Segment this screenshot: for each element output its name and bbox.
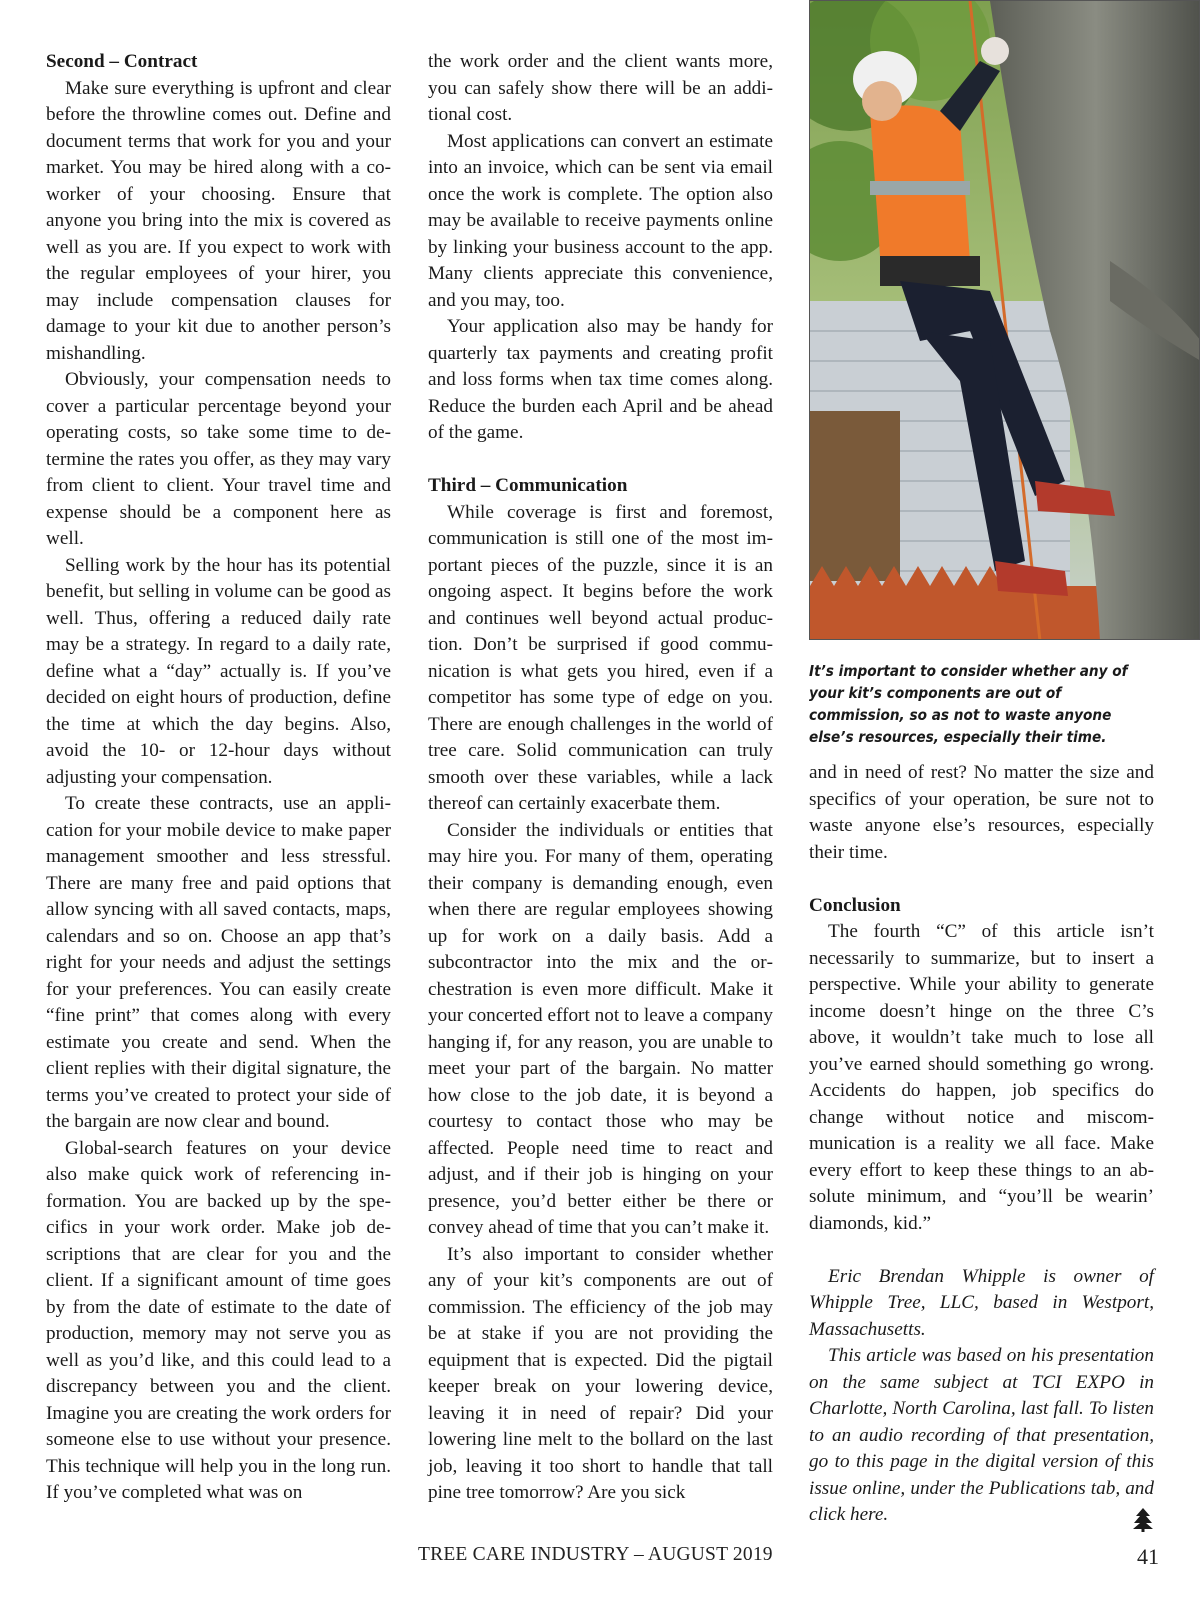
- publication-footer: TREE CARE INDUSTRY – AUGUST 2019: [418, 1544, 773, 1565]
- section-spacer: [428, 447, 773, 474]
- paragraph: Obviously, your compensation needs to cover a particular percentage beyond your operating costs, so take some time to determine the rates you offer, as they may vary from client to client. Your travel time and expense should be a component here as well.: [46, 369, 391, 549]
- section-heading-communication: Third – Communication: [428, 475, 628, 496]
- paragraph-continued: the work order and the client wants more, you can safely show there will be an additional cost.: [428, 51, 773, 125]
- article-column-2: [428, 49, 773, 1507]
- paragraph: Selling work by the hour has its potential benefit, but selling in volume can be good as well. Thus, offering a reduced daily rate may be a strategy. In regard to a daily rate, define what a “day” actually is. If you’ve decided on eight hours of production, define the time at which the day begins. Also, avoid the 10- or 12-hour days without adjusting your compensation.: [46, 554, 391, 788]
- paragraph: Consider the individuals or entities that may hire you. For many of them, operating their company is demanding enough, even when there are regular employees showing up for work on a daily basis. Add a subcontractor into the mix and the orchestration is even more difficult. Make it your concerted effort not to leave a company hanging if, for any reason, you are unable to meet your part of the bargain. No matter how close to the job date, it is beyond a courtesy to contact those who may be affected. People need time to react and adjust, and if their job is hinging on your presence, you’d better either be there or convey ahead of time that you can’t make it.: [428, 819, 773, 1238]
- photo-caption: It’s important to consider whether any of your kit’s components are out of commission, so as not to waste anyone else’s resources, especially their time.: [809, 662, 1128, 746]
- paragraph: Most applications can convert an estimate into an invoice, which can be sent via email once the work is complete. The option also may be available to receive payments online by linking your business account to the app. Many clients appreciate this convenience, and you may, too.: [428, 130, 773, 311]
- paragraph-continued: and in need of rest? No matter the size and specifics of your operation, be sure not to waste anyone else’s resources, especially their time.: [809, 762, 1154, 863]
- paragraph: While coverage is first and foremost, communication is still one of the most important pieces of the puzzle, since it is an ongoing aspect. It begins before the work and continues well beyond actual production. Don’t be surprised if good communication is what gets you hired, even if a competitor has some type of edge on you. There are enough challenges in the world of tree care. Solid communication can truly smooth over these variables, while a lack thereof can certainly exacerbate them.: [428, 501, 773, 814]
- paragraph: Make sure everything is upfront and clear before the throwline comes out. Define and document terms that work for you and your market. You may be hired along with a co-worker of your choosing. Ensure that anyone you bring into the mix is covered as well as you are. If you expect to work with the regular employees of your hirer, you may include compensation clauses for damage to your kit due to another person’s mishandling.: [46, 77, 391, 364]
- paragraph: To create these contracts, use an application for your mobile device to make paper management smoother and less stressful. There are many free and paid options that allow syncing with all saved contacts, maps, calendars and so on. Choose an app that’s right for your needs and adjust the settings for your preferences. You can easily create “fine print” that comes along with every estimate you create and send. When the client replies with their digital signature, the terms you’ve created to protect your side of the bargain are now clear and bound.: [46, 793, 391, 1132]
- article-column-3: [809, 760, 1154, 1529]
- bio-paragraph: This article was based on his presentation on the same subject at TCI EXPO in Charlotte, North Carolina, last fall. To listen to an audio recording of that presentation, go to this page in the digital version of this issue online, under the Publications tab, and click here.: [809, 1345, 1154, 1525]
- page-number: 41: [1137, 1544, 1159, 1569]
- section-spacer: [809, 1237, 1154, 1264]
- bio-paragraph: Eric Brendan Whipple is owner of Whipple Tree, LLC, based in Westport, Massachusetts.: [809, 1265, 1154, 1340]
- tree-icon: [1132, 1508, 1154, 1532]
- section-heading-conclusion: Conclusion: [809, 894, 901, 916]
- section-heading-contract: Second – Contract: [46, 51, 198, 72]
- paragraph: It’s also important to consider whether any of your kit’s components are out of commission. The efficiency of the job may be at stake if you are not providing the equipment that is expected. Did the pigtail keeper break on your lowering device, leaving it in need of repair? Did your lowering line melt to the bollard on the last job, leaving it too short to handle that tall pine tree tomorrow? Are you sick: [428, 1243, 773, 1503]
- arborist-climbing-photo: [809, 0, 1200, 640]
- article-column-1: [46, 49, 391, 1507]
- paragraph: Global-search features on your device also make quick work of referencing information. You are backed up by the specifics in your work order. Make job descriptions that are clear for you and the client. If a significant amount of time goes by from the date of estimate to the date of production, memory may not serve you as well as you’d like, and this could lead to a discrepancy between you and the client. Imagine you are creating the work orders for someone else to use without your presence. This technique will help you in the long run. If you’ve completed what was on: [46, 1137, 391, 1503]
- paragraph: Your application also may be handy for quarterly tax payments and creating profit and loss forms when tax time comes along. Reduce the burden each April and be ahead of the game.: [428, 316, 773, 443]
- author-bio: [809, 1264, 1154, 1529]
- paragraph: The fourth “C” of this article isn’t necessarily to summarize, but to insert a perspective. While your ability to generate income doesn’t hinge on the three C’s above, it wouldn’t take much to lose all you’ve earned should something go wrong. Accidents do happen, job specifics do change without notice and miscommunication is a reality we all face. Make every effort to keep these things to an absolute minimum, and “you’ll be wearin’ diamonds, kid.”: [809, 921, 1154, 1234]
- photo-illustration: [810, 1, 1200, 640]
- section-spacer: [809, 866, 1154, 893]
